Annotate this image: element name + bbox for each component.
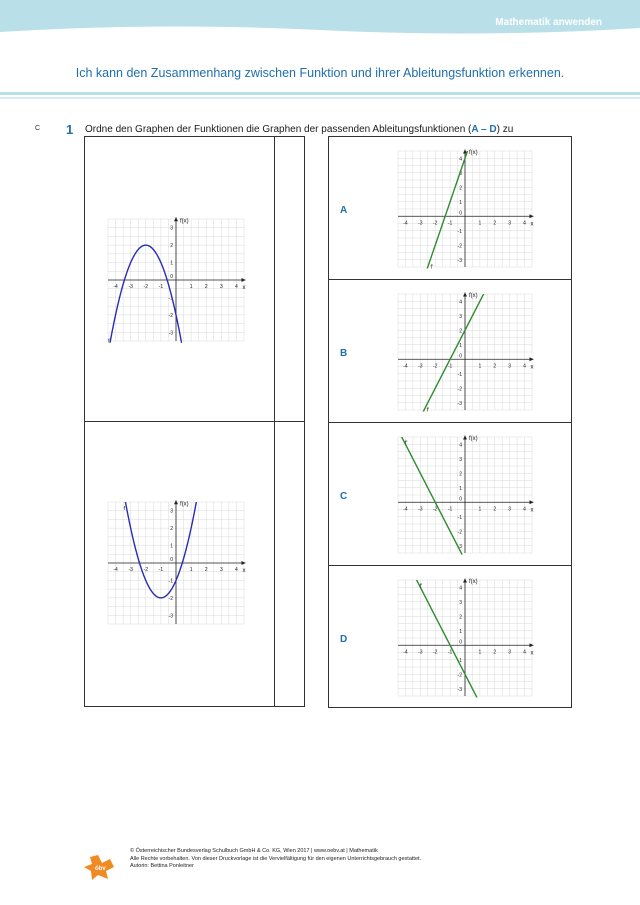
x-arrow-icon bbox=[242, 561, 246, 565]
y-arrow-icon bbox=[463, 579, 467, 583]
x-tick-label: 3 bbox=[508, 363, 512, 370]
x-tick-label: 3 bbox=[508, 649, 512, 656]
task-text: Ordne den Graphen der Funktionen die Graphen der passenden Ableitungsfunktionen ( bbox=[85, 124, 472, 135]
x-tick-label: -2 bbox=[432, 220, 438, 227]
x-tick-label: 3 bbox=[219, 567, 223, 573]
y-tick-label: -1 bbox=[457, 371, 462, 378]
y-arrow-icon bbox=[463, 436, 467, 440]
y-tick-label: -2 bbox=[457, 243, 462, 250]
y-tick-label: 2 bbox=[170, 243, 173, 250]
x-tick-label: 2 bbox=[493, 363, 497, 370]
y-tick-label: 3 bbox=[459, 456, 462, 463]
option-letter-d: D bbox=[340, 634, 348, 645]
y-tick-label: 4 bbox=[459, 299, 462, 306]
x-tick-label: -2 bbox=[143, 284, 149, 290]
x-tick-label: 3 bbox=[508, 220, 512, 227]
function-label: f' bbox=[426, 407, 430, 414]
option-letter-b: B bbox=[340, 348, 348, 359]
x-arrow-icon bbox=[529, 357, 533, 361]
footer bbox=[130, 848, 421, 871]
y-tick-label: -3 bbox=[457, 686, 462, 693]
x-tick-label: -2 bbox=[143, 567, 149, 573]
answer-cell-2[interactable] bbox=[274, 421, 305, 707]
y-arrow-icon bbox=[463, 293, 467, 297]
x-arrow-icon bbox=[529, 643, 533, 647]
graph-parabola-2 bbox=[100, 494, 260, 634]
y-arrow-icon bbox=[174, 500, 178, 504]
logo-text: öbv bbox=[95, 866, 106, 872]
y-axis-label: f(x) bbox=[180, 501, 189, 508]
y-tick-label: -3 bbox=[457, 400, 462, 407]
y-axis-label: f(x) bbox=[469, 149, 478, 156]
publisher-logo bbox=[84, 853, 120, 881]
y-tick-label: 4 bbox=[459, 442, 462, 449]
function-label: f bbox=[123, 506, 126, 513]
x-tick-label: -4 bbox=[403, 220, 408, 227]
x-tick-label: 4 bbox=[523, 220, 526, 227]
x-tick-label: 1 bbox=[478, 649, 482, 656]
x-tick-label: 1 bbox=[478, 363, 482, 370]
x-tick-label: -4 bbox=[113, 284, 118, 290]
x-tick-label: 4 bbox=[523, 506, 526, 513]
y-tick-label: -3 bbox=[168, 330, 173, 337]
y-tick-label: 2 bbox=[459, 328, 462, 335]
x-tick-label: 3 bbox=[219, 284, 223, 290]
task-range: A – D bbox=[471, 124, 497, 135]
x-tick-label: -4 bbox=[403, 649, 408, 656]
x-tick-label: -3 bbox=[418, 649, 423, 656]
x-axis-label: x bbox=[530, 221, 534, 228]
function-label: f bbox=[108, 338, 110, 345]
y-tick-label: -1 bbox=[168, 295, 173, 302]
x-tick-label: 4 bbox=[235, 284, 238, 290]
x-tick-label: -4 bbox=[403, 363, 408, 370]
function-label: f' bbox=[430, 264, 434, 271]
y-tick-label: 3 bbox=[459, 599, 462, 606]
y-tick-label: 2 bbox=[170, 526, 173, 533]
y-axis-label: f(x) bbox=[180, 218, 189, 225]
y-tick-label: -2 bbox=[168, 312, 173, 319]
x-tick-label: 2 bbox=[493, 220, 497, 227]
divider-stripe bbox=[0, 92, 640, 95]
task-instruction bbox=[85, 124, 513, 135]
y-axis-label: f(x) bbox=[469, 435, 478, 442]
origin-label: 0 bbox=[170, 274, 173, 280]
x-tick-label: -4 bbox=[403, 506, 408, 513]
y-tick-label: 4 bbox=[459, 585, 462, 592]
x-tick-label: -2 bbox=[432, 506, 438, 513]
y-tick-label: 1 bbox=[170, 260, 173, 267]
graph-parabola-1 bbox=[100, 211, 260, 351]
x-tick-label: -1 bbox=[158, 567, 164, 573]
function-label: f' bbox=[419, 583, 423, 590]
y-tick-label: -1 bbox=[457, 228, 462, 235]
task-number: 1 bbox=[66, 122, 74, 137]
x-axis-label: x bbox=[242, 285, 246, 291]
origin-label: 0 bbox=[459, 210, 462, 217]
option-letter-c: C bbox=[340, 491, 348, 502]
origin-label: 0 bbox=[170, 557, 173, 563]
x-tick-label: -1 bbox=[447, 220, 453, 227]
x-tick-label: 1 bbox=[189, 284, 193, 290]
y-tick-label: 1 bbox=[459, 342, 462, 349]
x-tick-label: 3 bbox=[508, 506, 512, 513]
y-tick-label: 3 bbox=[459, 170, 462, 177]
x-tick-label: 1 bbox=[478, 220, 482, 227]
x-tick-label: 2 bbox=[493, 649, 497, 656]
footer-line-1: © Österreichischer Bundesverlag Schulbuch GmbH & Co. KG, Wien 2017 | www.oebv.at | Mathematik bbox=[130, 848, 378, 854]
x-tick-label: -3 bbox=[418, 363, 423, 370]
answer-cell-1[interactable] bbox=[274, 136, 305, 422]
x-tick-label: -2 bbox=[432, 649, 438, 656]
x-tick-label: 4 bbox=[523, 363, 526, 370]
y-tick-label: -2 bbox=[457, 672, 462, 679]
x-tick-label: -4 bbox=[113, 567, 118, 573]
graph-line-b bbox=[390, 286, 548, 420]
x-tick-label: 2 bbox=[204, 567, 208, 573]
x-tick-label: -1 bbox=[158, 284, 164, 290]
header-band bbox=[0, 0, 640, 38]
y-tick-label: 3 bbox=[170, 225, 173, 232]
y-tick-label: 4 bbox=[459, 156, 462, 163]
x-axis-label: x bbox=[530, 650, 534, 657]
x-arrow-icon bbox=[529, 214, 533, 218]
y-tick-label: -1 bbox=[457, 657, 462, 664]
graph-line-a bbox=[390, 143, 548, 277]
x-tick-label: -3 bbox=[128, 567, 133, 573]
x-tick-label: -1 bbox=[447, 506, 453, 513]
x-tick-label: 2 bbox=[204, 284, 208, 290]
task-text-end: ) zu bbox=[496, 124, 514, 135]
y-tick-label: 3 bbox=[170, 508, 173, 515]
y-tick-label: -3 bbox=[168, 613, 173, 620]
y-tick-label: -3 bbox=[457, 257, 462, 264]
x-tick-label: -2 bbox=[432, 363, 438, 370]
y-tick-label: 1 bbox=[170, 543, 173, 550]
y-tick-label: 2 bbox=[459, 614, 462, 621]
x-tick-label: 1 bbox=[478, 506, 482, 513]
x-tick-label: 4 bbox=[235, 567, 238, 573]
header-title: Mathematik anwenden bbox=[495, 17, 602, 28]
y-tick-label: -1 bbox=[168, 578, 173, 585]
x-tick-label: 1 bbox=[189, 567, 193, 573]
y-tick-label: -2 bbox=[457, 529, 462, 536]
y-arrow-icon bbox=[174, 217, 178, 221]
footer-line-2: Alle Rechte vorbehalten. Von dieser Druckvorlage ist die Vervielfältigung für den eigenen Unterrichtsgebrauch gestattet. bbox=[130, 855, 422, 862]
y-tick-label: -2 bbox=[168, 595, 173, 602]
origin-label: 0 bbox=[459, 496, 462, 503]
page-headline: Ich kann den Zusammenhang zwischen Funktion und ihrer Ableitungsfunktion erkennen. bbox=[75, 66, 565, 80]
y-tick-label: 2 bbox=[459, 471, 462, 478]
x-axis-label: x bbox=[530, 507, 534, 514]
footer-line-3: Autorin: Bettina Ponleitner bbox=[130, 863, 194, 870]
x-axis-label: x bbox=[530, 364, 534, 371]
y-tick-label: -1 bbox=[457, 514, 462, 521]
option-letter-a: A bbox=[340, 205, 348, 216]
origin-label: 0 bbox=[459, 639, 462, 646]
graph-line-d bbox=[390, 572, 548, 706]
y-tick-label: 2 bbox=[459, 185, 462, 192]
x-tick-label: -1 bbox=[447, 363, 453, 370]
y-tick-label: 1 bbox=[459, 628, 462, 635]
y-tick-label: -3 bbox=[457, 543, 462, 550]
y-tick-label: 1 bbox=[459, 199, 462, 206]
x-arrow-icon bbox=[529, 500, 533, 504]
y-axis-label: f(x) bbox=[469, 578, 478, 585]
origin-label: 0 bbox=[459, 353, 462, 360]
x-tick-label: -3 bbox=[418, 506, 423, 513]
level-label: C bbox=[35, 125, 41, 132]
y-tick-label: 3 bbox=[459, 313, 462, 320]
x-tick-label: 4 bbox=[523, 649, 526, 656]
x-axis-label: x bbox=[242, 568, 246, 574]
x-tick-label: 2 bbox=[493, 506, 497, 513]
x-tick-label: -3 bbox=[128, 284, 133, 290]
y-tick-label: 1 bbox=[459, 485, 462, 492]
x-tick-label: -3 bbox=[418, 220, 423, 227]
function-label: f' bbox=[404, 440, 408, 447]
y-tick-label: -2 bbox=[457, 386, 462, 393]
x-arrow-icon bbox=[242, 278, 246, 282]
graph-line-c bbox=[390, 429, 548, 563]
divider-stripe-thin bbox=[0, 97, 640, 99]
y-axis-label: f(x) bbox=[469, 292, 478, 299]
x-tick-label: -1 bbox=[447, 649, 453, 656]
